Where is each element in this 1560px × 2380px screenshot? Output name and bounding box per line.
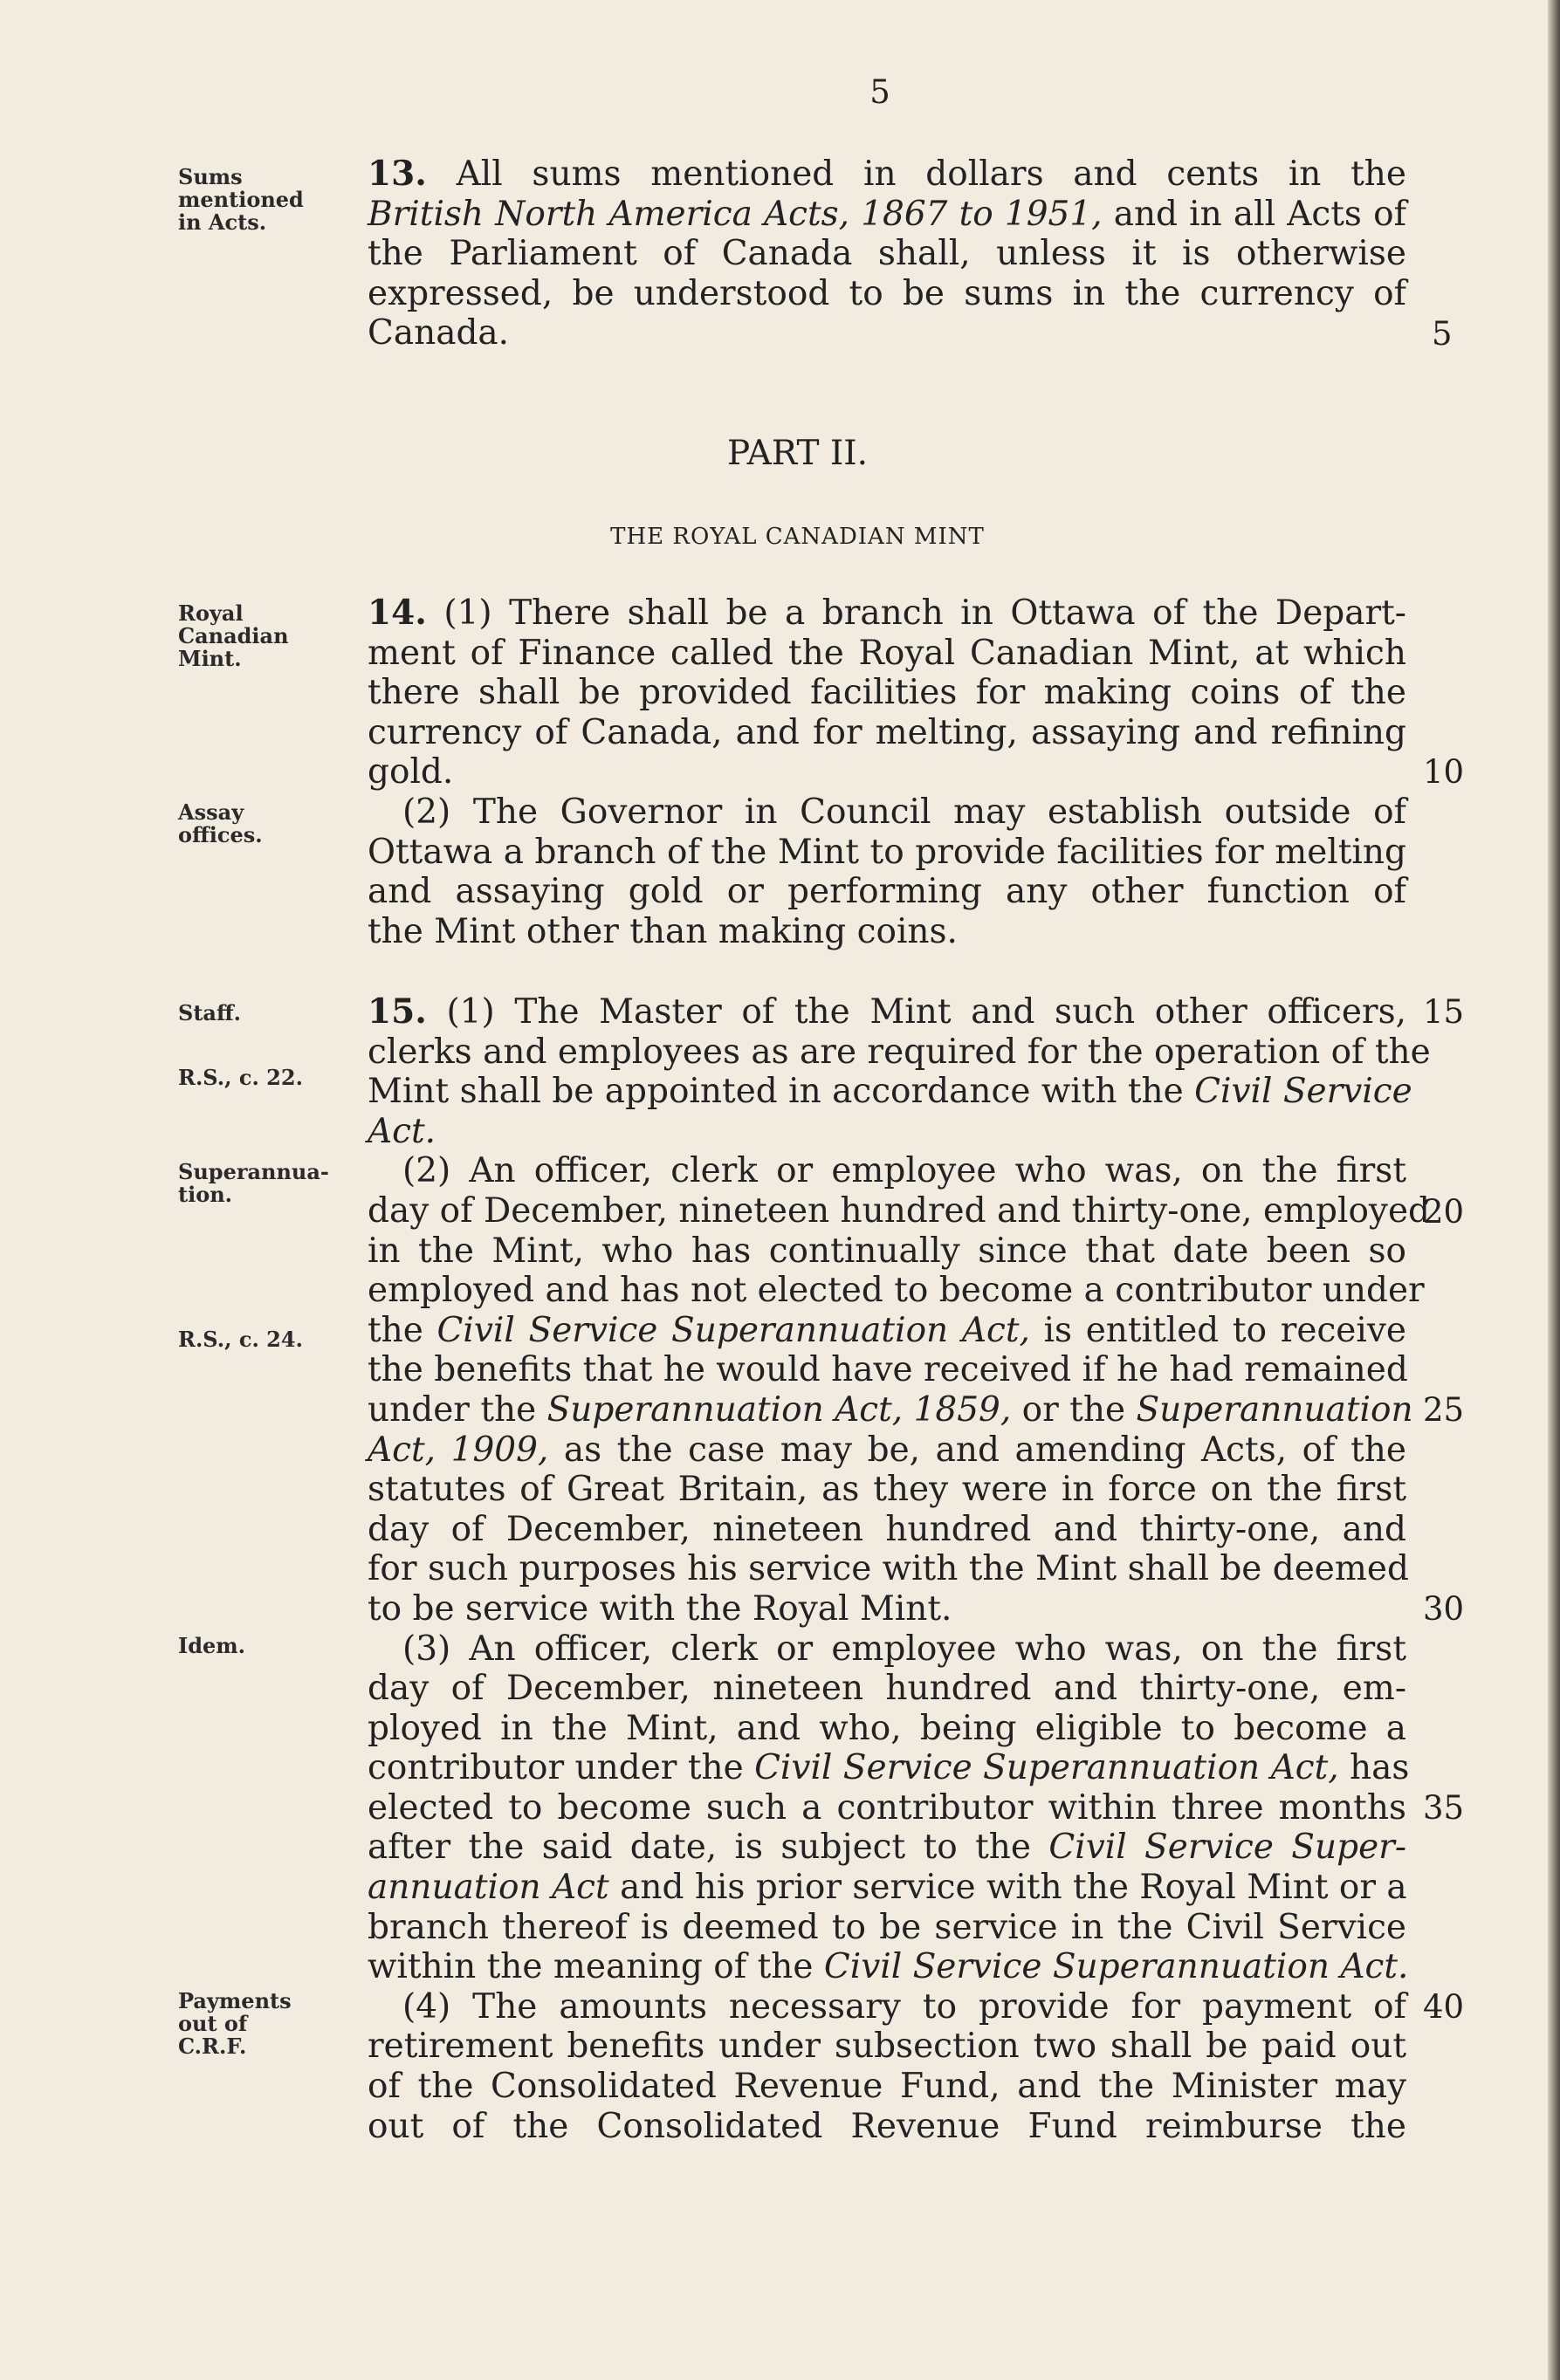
margin-note-rs-24: R.S., c. 24.	[178, 1327, 303, 1352]
text-line: day of December, nineteen hundred and thirty-one, employed	[368, 1190, 1430, 1231]
text-line: (1) There shall be a branch in Ottawa of the Depart-	[443, 593, 1406, 633]
section-number: 14.	[368, 593, 427, 633]
text-line: statutes of Great Britain, as they were in force on the first	[368, 1470, 1406, 1510]
text-line: and assaying gold or performing any other function of	[368, 872, 1406, 912]
text-line: of the Consolidated Revenue Fund, and the Minister may	[368, 2067, 1406, 2107]
line-number: 5	[1432, 315, 1453, 353]
margin-note-staff: Staff.	[178, 1000, 242, 1025]
margin-note-payments: Payments out of C.R.F.	[178, 1988, 292, 2059]
line-number: 10	[1423, 753, 1465, 791]
text-line: as the case may be, and amending Acts, of the	[548, 1430, 1406, 1470]
text-line: there shall be provided facilities for making coins of the	[368, 673, 1406, 713]
section-15	[368, 991, 1431, 2146]
margin-note-idem: Idem.	[178, 1633, 246, 1658]
act-title: Civil Service Superannuation Act,	[754, 1748, 1339, 1788]
act-title: Civil Service	[1194, 1072, 1412, 1112]
act-title: Civil Service Super-	[1048, 1828, 1406, 1868]
text-line: expressed, be understood to be sums in the currency of	[368, 273, 1406, 313]
act-title: annuation Act	[368, 1868, 609, 1908]
text-line: within the meaning of the	[368, 1947, 824, 1987]
section-14	[368, 593, 1406, 951]
line-number: 40	[1423, 1988, 1465, 2026]
text-line: out of the Consolidated Revenue Fund reimburse the	[368, 2106, 1406, 2146]
margin-note-royal-mint: Royal Canadian Mint.	[178, 600, 289, 671]
text-line: is entitled to receive	[1029, 1310, 1406, 1350]
text-line: retirement benefits under subsection two shall be paid out	[368, 2027, 1406, 2067]
text-line: the Mint other than making coins.	[368, 911, 958, 951]
text-line: day of December, nineteen hundred and thirty-one, and	[368, 1509, 1406, 1549]
text-line: Canada.	[368, 313, 510, 353]
text-line: ment of Finance called the Royal Canadian Mint, at which	[368, 633, 1406, 673]
section-number: 13.	[368, 154, 427, 194]
text-line: has	[1338, 1748, 1410, 1788]
act-title: Superannuation	[1136, 1389, 1413, 1430]
text-line: day of December, nineteen hundred and thirty-one, em-	[368, 1669, 1406, 1709]
text-line: (3) An officer, clerk or employee who was, on the first	[402, 1629, 1406, 1669]
line-number: 30	[1423, 1590, 1465, 1628]
text-line: employed and has not elected to become a contributor under	[368, 1271, 1425, 1311]
text-line: clerks and employees as are required for the operation of the	[368, 1032, 1431, 1072]
margin-note-assay: Assay offices.	[178, 799, 263, 847]
page-number: 5	[869, 73, 890, 111]
text-line: currency of Canada, and for melting, assaying and refining	[368, 712, 1406, 752]
text-line: after the said date, is subject to the	[368, 1828, 1049, 1868]
line-number: 15	[1423, 993, 1465, 1031]
text-line: All sums mentioned in dollars and cents in the	[456, 154, 1406, 194]
text-line: and in all Acts of	[1102, 194, 1406, 234]
text-line: the	[368, 1310, 437, 1350]
text-line: (1) The Master of the Mint and such other officers,	[446, 992, 1406, 1032]
act-title: Civil Service Superannuation Act,	[436, 1310, 1030, 1350]
text-line: Ottawa a branch of the Mint to provide facilities for melting	[368, 832, 1406, 872]
section-13	[368, 154, 1406, 353]
text-line: to be service with the Royal Mint.	[368, 1588, 952, 1629]
text-line: the benefits that he would have received if he had remained	[368, 1350, 1408, 1390]
line-number: 20	[1423, 1193, 1465, 1231]
text-line: contributor under the	[368, 1748, 755, 1788]
margin-note-rs-22: R.S., c. 22.	[178, 1065, 303, 1090]
text-line: Mint shall be appointed in accordance with the	[368, 1072, 1195, 1112]
act-title: Superannuation Act, 1859,	[546, 1389, 1012, 1430]
margin-note-superannuation: Superannua- tion.	[178, 1159, 329, 1207]
text-line: or the	[1011, 1389, 1137, 1430]
act-title: Act, 1909,	[368, 1430, 549, 1470]
text-line: branch thereof is deemed to be service in the Civil Service	[368, 1907, 1406, 1947]
act-title: Civil Service Superannuation Act.	[823, 1947, 1409, 1987]
text-line: ployed in the Mint, and who, being eligible to become a	[368, 1708, 1406, 1748]
text-line: gold.	[368, 752, 454, 792]
text-line: elected to become such a contributor within three months	[368, 1787, 1406, 1828]
margin-note-sums: Sums mentioned in Acts.	[178, 164, 304, 235]
page-edge-shadow	[1548, 0, 1560, 2380]
text-line: (4) The amounts necessary to provide for payment of	[402, 1986, 1406, 2027]
text-line: the Parliament of Canada shall, unless it is otherwise	[368, 234, 1406, 274]
act-title: British North America Acts, 1867 to 1951,	[368, 194, 1103, 234]
text-line: and his prior service with the Royal Mint or a	[608, 1868, 1407, 1908]
text-line: in the Mint, who has continually since that date been so	[368, 1231, 1406, 1271]
text-line: for such purposes his service with the Mint shall be deemed	[368, 1549, 1409, 1589]
text-line: (2) An officer, clerk or employee who was, on the first	[402, 1151, 1406, 1191]
act-title: Act.	[368, 1111, 436, 1151]
part-subheading: THE ROYAL CANADIAN MINT	[610, 524, 985, 550]
section-number: 15.	[368, 991, 427, 1032]
text-line: under the	[368, 1389, 547, 1430]
text-line: (2) The Governor in Council may establish outside of	[402, 792, 1406, 832]
part-heading: PART II.	[726, 434, 869, 473]
line-number: 25	[1423, 1391, 1465, 1429]
line-number: 35	[1423, 1789, 1465, 1827]
